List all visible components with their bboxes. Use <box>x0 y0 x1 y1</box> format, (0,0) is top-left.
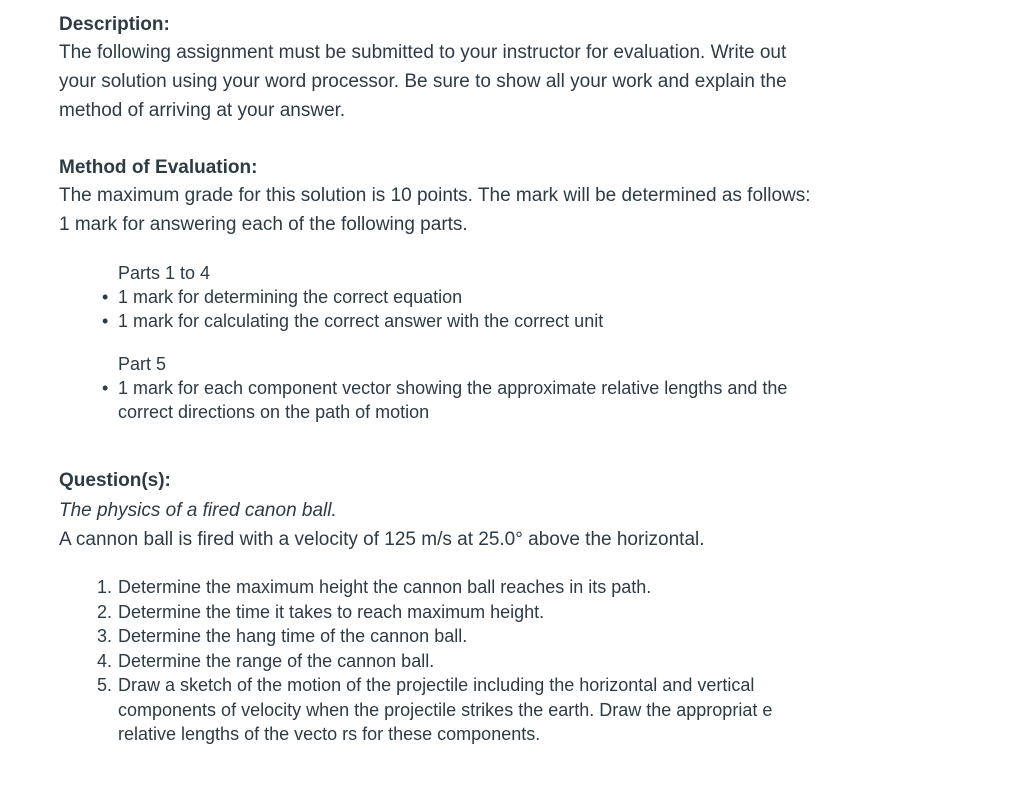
criteria-item-text: 1 mark for calculating the correct answer with the correct unit <box>118 311 604 331</box>
description-text: The following assignment must be submitted to your instructor for evaluation. Write out your solution using your word processor. Be sure to show all your work and explain the method of arriving at your answer. <box>59 42 787 121</box>
question-number: 1. <box>97 577 113 597</box>
question-title: The physics of a fired canon ball. <box>59 500 337 521</box>
marking-criteria <box>102 261 818 424</box>
question-number: 3. <box>97 626 113 646</box>
question-item <box>97 624 817 649</box>
criteria-item-text: 1 mark for each component vector showing the approximate relative lengths and the correct directions on the path of motion <box>118 378 788 422</box>
method-text: The maximum grade for this solution is 10 points. The mark will be determined as follows: 1 mark for answering each of the following parts. <box>59 185 811 235</box>
criteria-item-text: 1 mark for determining the correct equation <box>118 287 463 307</box>
criteria-item <box>102 376 818 424</box>
questions-section <box>59 468 1024 747</box>
question-text: Determine the time it takes to reach maximum height. <box>118 601 545 622</box>
question-item <box>97 673 817 747</box>
question-number: 4. <box>97 650 113 671</box>
method-heading: Method of Evaluation: <box>59 157 258 178</box>
question-text: Determine the maximum height the cannon ball reaches in its path. <box>118 577 652 597</box>
description-heading: Description: <box>59 14 170 35</box>
question-intro: A cannon ball is fired with a velocity of 125 m/s at 25.0° above the horizontal. <box>59 529 705 550</box>
question-number: 2. <box>97 601 113 622</box>
question-number: 5. <box>97 675 113 695</box>
bullet-icon: • <box>102 287 109 307</box>
question-item <box>97 649 817 674</box>
criteria-group-parts-1-4 <box>102 261 818 333</box>
criteria-list <box>102 376 818 424</box>
criteria-list <box>102 285 818 333</box>
criteria-group-label: Parts 1 to 4 <box>118 263 211 283</box>
criteria-item <box>102 285 818 309</box>
criteria-group-part-5 <box>102 352 818 424</box>
questions-heading: Question(s): <box>59 470 171 491</box>
question-text: Draw a sketch of the motion of the projectile including the horizontal and vertical components of velocity when the projectile strikes the earth. Draw the appropriat e relative lengths of the vecto rs for these components. <box>118 675 773 744</box>
bullet-icon: • <box>102 311 109 331</box>
description-section <box>59 12 1024 125</box>
bullet-icon: • <box>102 378 109 398</box>
criteria-item <box>102 309 818 333</box>
question-text: Determine the range of the cannon ball. <box>118 650 435 671</box>
criteria-group-label: Part 5 <box>118 354 167 374</box>
question-text: Determine the hang time of the cannon ball. <box>118 626 468 646</box>
question-item <box>97 600 817 625</box>
method-of-evaluation-section <box>59 155 1024 424</box>
question-list <box>97 575 817 747</box>
question-item <box>97 575 817 600</box>
